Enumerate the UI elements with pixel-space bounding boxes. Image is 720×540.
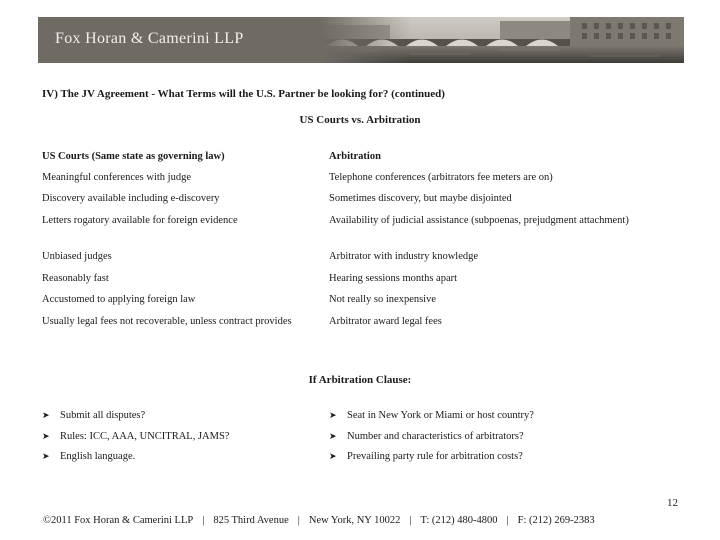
- footer-separator: |: [202, 515, 205, 526]
- footer-copyright: ©2011 Fox Horan & Camerini LLP: [43, 515, 194, 526]
- court-item: Meaningful conferences with judge: [42, 172, 191, 183]
- bullet-text: English language.: [60, 451, 136, 462]
- arbitration-item: Hearing sessions months apart: [329, 273, 458, 284]
- footer-separator: |: [409, 515, 412, 526]
- arbitration-item: Arbitrator with industry knowledge: [329, 251, 479, 262]
- footer-city: New York, NY 10022: [308, 515, 401, 526]
- clause-bullet: [329, 451, 523, 462]
- footer-phone: T: (212) 480-4800: [420, 515, 498, 526]
- clause-bullet: [329, 410, 534, 421]
- footer-fax: F: (212) 269-2383: [517, 515, 595, 526]
- comparison-title: US Courts vs. Arbitration: [299, 114, 421, 126]
- left-column-header: US Courts (Same state as governing law): [42, 151, 225, 162]
- arrow-bullet-icon: ➤: [42, 411, 50, 421]
- arbitration-item: Not really so inexpensive: [329, 294, 437, 305]
- arrow-bullet-icon: ➤: [329, 411, 337, 421]
- bullet-text: Prevailing party rule for arbitration costs?: [347, 451, 523, 462]
- arbitration-item: Telephone conferences (arbitrators fee meters are on): [329, 172, 553, 183]
- arrow-bullet-icon: ➤: [329, 452, 337, 462]
- bullet-text: Number and characteristics of arbitrators?: [347, 431, 524, 442]
- arbitration-item: Availability of judicial assistance (subpoenas, prejudgment attachment): [329, 215, 629, 226]
- footer-address: 825 Third Avenue: [213, 515, 289, 526]
- bullet-text: Seat in New York or Miami or host country?: [347, 410, 534, 421]
- clause-bullet: [42, 451, 135, 462]
- footer: [43, 515, 595, 526]
- right-column-header: Arbitration: [329, 151, 381, 162]
- court-item: Accustomed to applying foreign law: [42, 294, 196, 305]
- footer-separator: |: [297, 515, 300, 526]
- court-item: Unbiased judges: [42, 251, 112, 262]
- court-item: Discovery available including e-discovery: [42, 193, 220, 204]
- page-number: 12: [667, 497, 678, 509]
- arbitration-item: Arbitrator award legal fees: [329, 316, 442, 327]
- arrow-bullet-icon: ➤: [42, 432, 50, 442]
- clause-title: If Arbitration Clause:: [308, 374, 412, 386]
- header-banner: [38, 17, 684, 63]
- clause-bullet: [42, 410, 145, 421]
- footer-separator: |: [506, 515, 509, 526]
- court-item: Reasonably fast: [42, 273, 109, 284]
- bridge-photo: [320, 17, 684, 63]
- court-item: Letters rogatory available for foreign evidence: [42, 215, 238, 226]
- bullet-text: Submit all disputes?: [60, 410, 146, 421]
- clause-bullet: [42, 431, 229, 442]
- arrow-bullet-icon: ➤: [42, 452, 50, 462]
- arrow-bullet-icon: ➤: [329, 432, 337, 442]
- bullet-text: Rules: ICC, AAA, UNCITRAL, JAMS?: [60, 431, 230, 442]
- firm-name: Fox Horan & Camerini LLP: [55, 30, 244, 47]
- arbitration-item: Sometimes discovery, but maybe disjointed: [329, 193, 512, 204]
- section-heading: IV) The JV Agreement - What Terms will the U.S. Partner be looking for? (continued): [42, 88, 445, 100]
- court-item: Usually legal fees not recoverable, unless contract provides: [42, 316, 292, 327]
- clause-bullet: [329, 431, 524, 442]
